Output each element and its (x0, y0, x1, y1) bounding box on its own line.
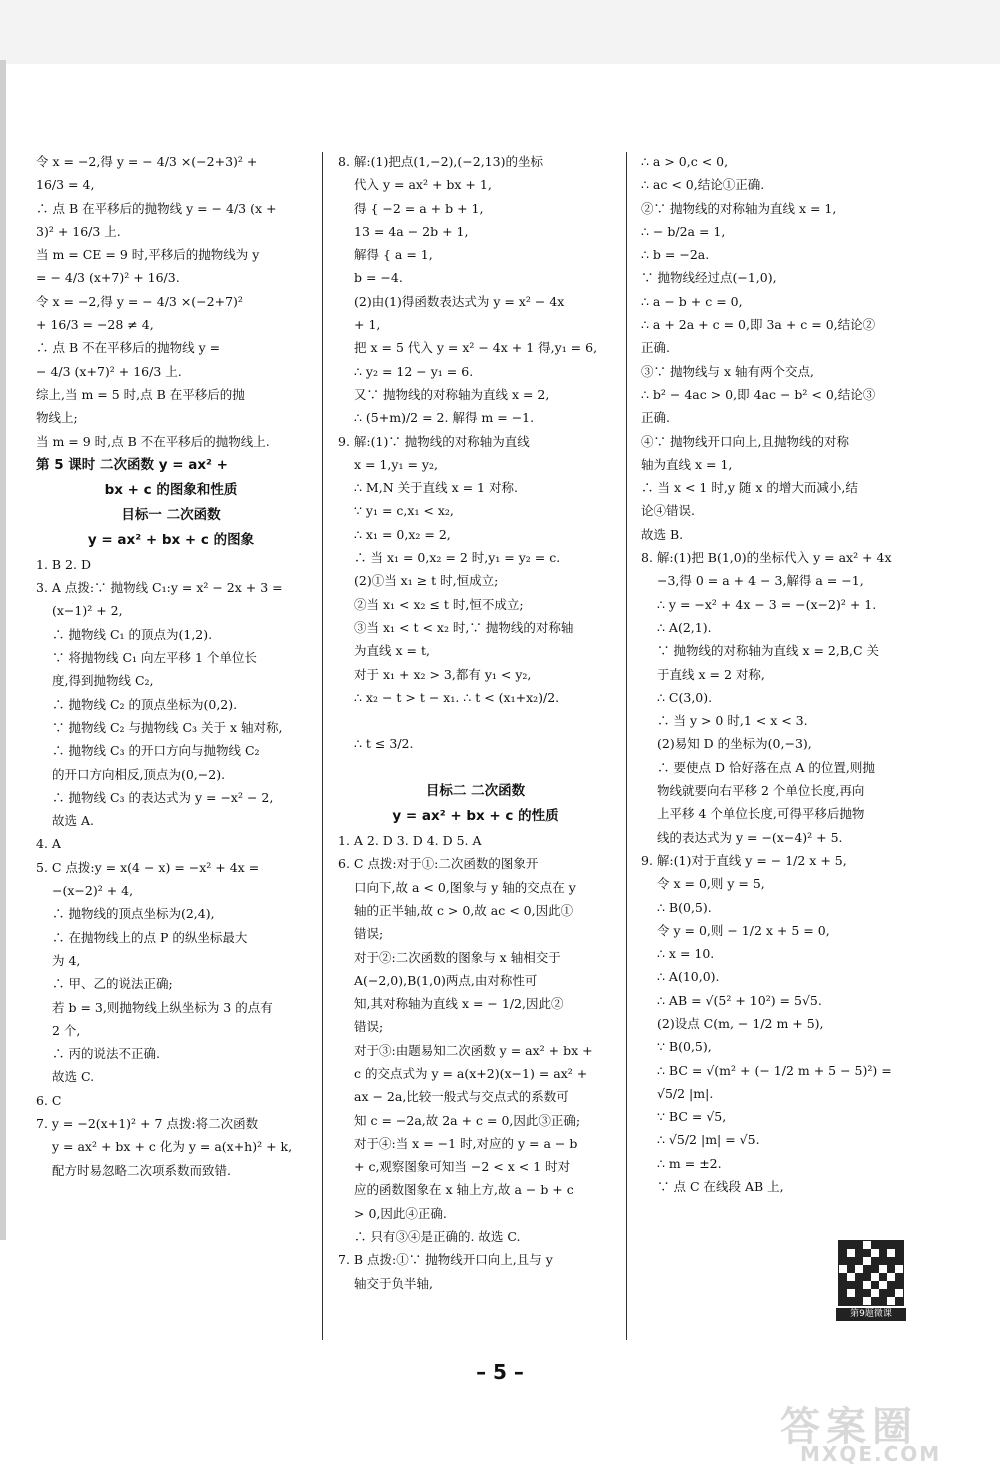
text-line: (2)由(1)得函数表达式为 y = x² − 4x (354, 293, 565, 309)
text-line: 令 x = −2,得 y = − 4/3 ×(−2+3)² + (36, 154, 258, 169)
text-line: = − 4/3 (x+7)² + 16/3. (36, 270, 180, 286)
text-line: ∵ 抛物线 C₂ 与抛物线 C₃ 关于 x 轴对称, (52, 719, 283, 735)
text-line: > 0,因此④正确. (354, 1205, 447, 1221)
text-line: 目标二 二次函数 (425, 783, 526, 800)
text-line: 错误; (354, 1019, 384, 1035)
text-line: ∴ C(3,0). (657, 689, 713, 705)
text-line: 8. 解:(1)把点(1,−2),(−2,13)的坐标 (338, 154, 543, 169)
text-line: 对于②:二次函数的图象与 x 轴相交于 (354, 949, 561, 965)
text-line: ∴ 要使点 D 恰好落在点 A 的位置,则抛 (657, 759, 875, 775)
text-line: ∴ A(2,1). (657, 619, 712, 635)
text-line: ③∵ 抛物线与 x 轴有两个交点, (641, 363, 814, 379)
column-divider (322, 152, 323, 1340)
text-line: 为直线 x = t, (354, 643, 430, 659)
text-line: c 的交点式为 y = a(x+2)(x−1) = ax² + (354, 1065, 588, 1081)
text-line: y = ax² + bx + c 化为 y = a(x+h)² + k, (52, 1139, 293, 1155)
text-line: 16/3 = 4, (36, 177, 95, 193)
text-line: ∴ − b/2a = 1, (641, 223, 726, 239)
text-line: ∴ ac < 0,结论①正确. (641, 177, 765, 193)
qr-code-icon (838, 1240, 904, 1306)
text-line: ∴ 抛物线 C₃ 的开口方向与抛物线 C₂ (52, 743, 260, 759)
text-column-1 (36, 150, 306, 1182)
text-line: ∴ x = 10. (657, 946, 715, 962)
text-line: 4. A (36, 836, 61, 852)
text-line: ③当 x₁ < t < x₂ 时,∵ 抛物线的对称轴 (354, 619, 574, 635)
text-line: y = ax² + bx + c 的图象 (87, 531, 255, 548)
text-line: 6. C 点拨:对于①:二次函数的图象开 (338, 856, 539, 872)
text-line: ∴ 抛物线 C₂ 的顶点坐标为(0,2). (52, 696, 238, 712)
text-line: ∵ 抛物线经过点(−1,0), (641, 270, 777, 286)
text-line: 13 = 4a − 2b + 1, (354, 223, 469, 239)
text-line: ∵ B(0,5), (657, 1039, 712, 1055)
text-line: 第 5 课时 二次函数 y = ax² + (36, 456, 228, 473)
text-line: 正确. (641, 410, 670, 426)
text-line: b = −4. (354, 270, 403, 286)
text-line: 论④错误. (641, 503, 695, 519)
text-line: 1. B 2. D (36, 556, 91, 572)
text-line: ∴ AB = √(5² + 10²) = 5√5. (657, 992, 822, 1008)
text-line: 轴的正半轴,故 c > 0,故 ac < 0,因此① (354, 902, 574, 918)
text-line: (2)易知 D 的坐标为(0,−3), (657, 736, 812, 752)
text-line: 知,其对称轴为直线 x = − 1/2,因此② (354, 996, 564, 1012)
text-line: 综上,当 m = 5 时,点 B 在平移后的抛 (36, 386, 245, 402)
text-line: 令 x = −2,得 y = − 4/3 ×(−2+7)² (36, 293, 243, 309)
text-line: 7. B 点拨:①∵ 抛物线开口向上,且与 y (338, 1252, 553, 1268)
text-line: ∴ B(0,5). (657, 899, 712, 915)
text-line: + c,观察图象可知当 −2 < x < 1 时对 (354, 1159, 571, 1175)
text-line: 当 m = 9 时,点 B 不在平移后的抛物线上. (36, 433, 270, 449)
text-line: 轴为直线 x = 1, (641, 456, 733, 472)
qr-label: 第9题微课 (836, 1308, 906, 1321)
text-line: ∴ 甲、乙的说法正确; (52, 976, 173, 992)
text-line: ∵ BC = √5, (657, 1109, 727, 1125)
text-line: (2)设点 C(m, − 1/2 m + 5), (657, 1015, 824, 1031)
text-line: ∴ 抛物线 C₃ 的表达式为 y = −x² − 2, (52, 789, 274, 805)
text-line: bx + c 的图象和性质 (104, 481, 238, 498)
text-line: 口向下,故 a < 0,图象与 y 轴的交点在 y (354, 879, 576, 895)
text-line: 得 { −2 = a + b + 1, (354, 200, 484, 216)
text-line: ∵ y₁ = c,x₁ < x₂, (354, 503, 454, 519)
text-line: 6. C (36, 1092, 62, 1108)
text-line: y = ax² + bx + c 的性质 (392, 808, 559, 825)
text-column-3 (641, 150, 926, 1198)
text-line: ∴ √5/2 |m| = √5. (657, 1132, 760, 1148)
text-line: ∵ 点 C 在线段 AB 上, (657, 1179, 784, 1195)
text-line: ∴ 抛物线的顶点坐标为(2,4), (52, 906, 215, 922)
text-line: 目标一 二次函数 (121, 506, 221, 523)
text-line: 轴交于负半轴, (354, 1275, 433, 1291)
text-line: 又∵ 抛物线的对称轴为直线 x = 2, (354, 386, 550, 402)
text-line: ∴ b² − 4ac > 0,即 4ac − b² < 0,结论③ (641, 386, 876, 402)
text-line: 5. C 点拨:y = x(4 − x) = −x² + 4x = (36, 859, 260, 875)
text-line: 对于 x₁ + x₂ > 3,都有 y₁ < y₂, (354, 666, 532, 682)
watermark-url: MXQE.COM (800, 1442, 942, 1466)
text-line: ∴ a − b + c = 0, (641, 293, 743, 309)
text-line: ②当 x₁ < x₂ ≤ t 时,恒不成立; (354, 596, 524, 612)
text-line: ∴ 点 B 不在平移后的抛物线 y = (36, 340, 221, 356)
text-line: 故选 B. (641, 526, 684, 542)
watermark-logo: 答案圈 (780, 1404, 918, 1450)
text-line: 错误; (354, 926, 384, 942)
text-line: A(−2,0),B(1,0)两点,由对称性可 (354, 972, 538, 988)
text-line: √5/2 |m|. (657, 1085, 714, 1101)
text-line: ∴ 丙的说法不正确. (52, 1046, 160, 1062)
text-line: 3. A 点拨:∵ 抛物线 C₁:y = x² − 2x + 3 = (36, 580, 283, 596)
text-line: ∴ y₂ = 12 − y₁ = 6. (354, 363, 474, 379)
text-line: −(x−2)² + 4, (52, 883, 134, 899)
text-line: 3)² + 16/3 上. (36, 223, 121, 239)
text-line: ∵ 将抛物线 C₁ 向左平移 1 个单位长 (52, 650, 257, 666)
text-line: ∴ b = −2a. (641, 247, 710, 263)
text-line: 于直线 x = 2 对称, (657, 666, 765, 682)
text-line: x = 1,y₁ = y₂, (354, 456, 438, 472)
text-column-2 (338, 150, 613, 1295)
text-line: 故选 C. (52, 1069, 95, 1085)
text-line: + 16/3 = −28 ≠ 4, (36, 317, 154, 333)
text-line: 对于③:由题易知二次函数 y = ax² + bx + (354, 1042, 593, 1058)
text-line: 当 m = CE = 9 时,平移后的抛物线为 y (36, 247, 260, 263)
text-line: −3,得 0 = a + 4 − 3,解得 a = −1, (657, 573, 864, 589)
text-line: ∴ x₂ − t > t − x₁. ∴ t < (x₁+x₂)/2. (354, 689, 560, 705)
text-line (338, 756, 613, 779)
text-line: 8. 解:(1)把 B(1,0)的坐标代入 y = ax² + 4x (641, 550, 892, 566)
text-line: 的开口方向相反,顶点为(0,−2). (52, 766, 226, 782)
text-line: ∴ BC = √(m² + (− 1/2 m + 5 − 5)²) = (657, 1062, 892, 1078)
text-line: 解得 { a = 1, (354, 247, 433, 263)
text-line: ∴ m = ±2. (657, 1155, 722, 1171)
text-line: ∴ 抛物线 C₁ 的顶点为(1,2). (52, 626, 213, 642)
text-line: ax − 2a,比较一般式与交点式的系数可 (354, 1089, 569, 1105)
text-line (338, 709, 613, 732)
text-line: − 4/3 (x+7)² + 16/3 上. (36, 363, 182, 379)
text-line: 对于④:当 x = −1 时,对应的 y = a − b (354, 1135, 578, 1151)
text-line: 物线上; (36, 410, 78, 426)
text-line: 故选 A. (52, 813, 94, 829)
text-line: ∴ 只有③④是正确的. 故选 C. (354, 1229, 521, 1245)
text-line: 物线就要向右平移 2 个单位长度,再向 (657, 783, 865, 799)
text-line: ∴ (5+m)/2 = 2. 解得 m = −1. (354, 410, 535, 426)
text-line: ∴ x₁ = 0,x₂ = 2, (354, 526, 451, 542)
text-line: ②∵ 抛物线的对称轴为直线 x = 1, (641, 200, 837, 216)
text-line: 令 y = 0,则 − 1/2 x + 5 = 0, (657, 922, 830, 938)
text-line: 把 x = 5 代入 y = x² − 4x + 1 得,y₁ = 6, (354, 340, 598, 356)
text-line: ∴ a > 0,c < 0, (641, 154, 729, 169)
text-line: 7. y = −2(x+1)² + 7 点拨:将二次函数 (36, 1115, 259, 1131)
text-line: ④∵ 抛物线开口向上,且抛物线的对称 (641, 433, 849, 449)
text-line: ∴ M,N 关于直线 x = 1 对称. (354, 480, 518, 496)
page-number: – 5 – (476, 1360, 524, 1384)
scan-margin-left (0, 60, 6, 1240)
text-line: 1. A 2. D 3. D 4. D 5. A (338, 833, 482, 849)
text-line: 若 b = 3,则抛物线上纵坐标为 3 的点有 (52, 999, 273, 1015)
text-line: 2 个, (52, 1022, 81, 1038)
text-line: 度,得到抛物线 C₂, (52, 673, 154, 689)
scan-margin-top (0, 0, 1000, 64)
text-line: 配方时易忽略二次项系数而致错. (52, 1162, 231, 1178)
text-line: ∴ A(10,0). (657, 969, 720, 985)
column-divider (626, 152, 627, 1340)
text-line: (x−1)² + 2, (52, 603, 123, 619)
text-line: 令 x = 0,则 y = 5, (657, 876, 765, 892)
text-line: 代入 y = ax² + bx + 1, (354, 177, 492, 193)
text-line: + 1, (354, 317, 381, 333)
text-line: 应的函数图象在 x 轴上方,故 a − b + c (354, 1182, 574, 1198)
text-line: ∴ 在抛物线上的点 P 的纵坐标最大 (52, 929, 248, 945)
text-line: ∴ 点 B 在平移后的抛物线 y = − 4/3 (x + (36, 200, 277, 216)
text-line: ∴ 当 y > 0 时,1 < x < 3. (657, 713, 808, 729)
text-line: ∴ y = −x² + 4x − 3 = −(x−2)² + 1. (657, 596, 877, 612)
text-line: ∴ 当 x₁ = 0,x₂ = 2 时,y₁ = y₂ = c. (354, 550, 561, 566)
text-line: 上平移 4 个单位长度,可得平移后抛物 (657, 806, 865, 822)
text-line: ∵ 抛物线的对称轴为直线 x = 2,B,C 关 (657, 643, 880, 659)
text-line: 9. 解:(1)对于直线 y = − 1/2 x + 5, (641, 852, 847, 868)
text-line: 知 c = −2a,故 2a + c = 0,因此③正确; (354, 1112, 581, 1128)
text-line: 线的表达式为 y = −(x−4)² + 5. (657, 829, 843, 845)
text-line: 9. 解:(1)∵ 抛物线的对称轴为直线 (338, 433, 530, 449)
text-line: 为 4, (52, 952, 81, 968)
text-line: ∴ a + 2a + c = 0,即 3a + c = 0,结论② (641, 317, 876, 333)
text-line: ∴ t ≤ 3/2. (354, 736, 414, 752)
text-line: (2)①当 x₁ ≥ t 时,恒成立; (354, 573, 499, 589)
text-line: 正确. (641, 340, 670, 356)
qr-code[interactable] (836, 1240, 906, 1322)
text-line: ∴ 当 x < 1 时,y 随 x 的增大而减小,结 (641, 480, 858, 496)
